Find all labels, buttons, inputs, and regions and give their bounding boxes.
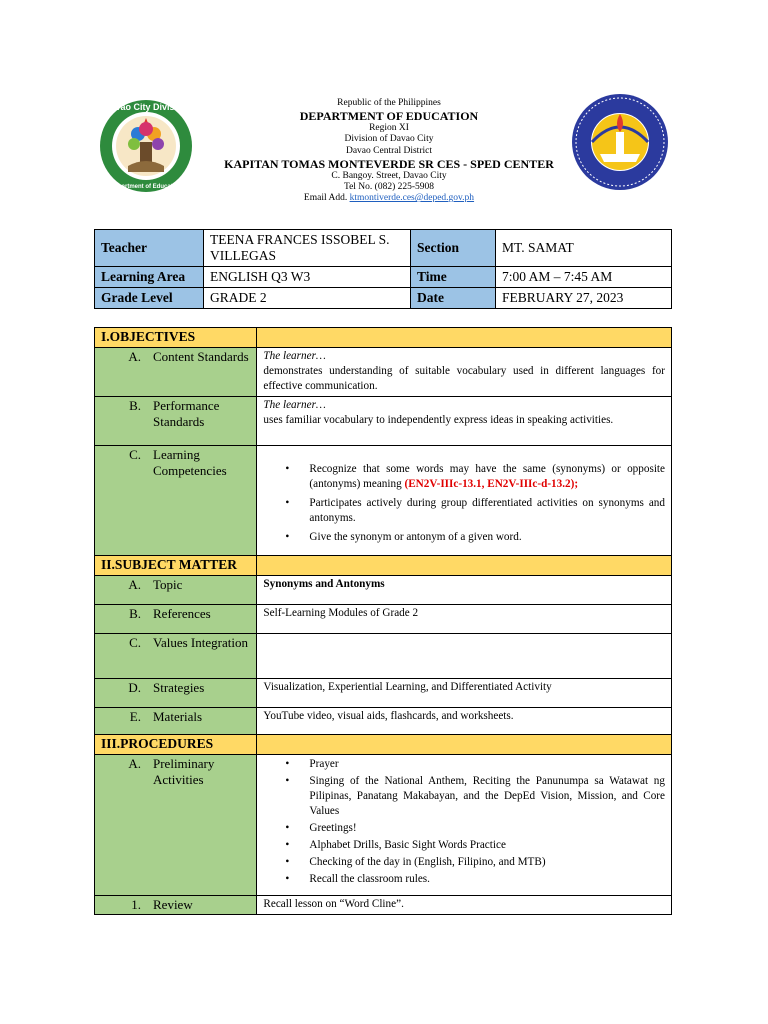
activity-text: Prayer	[309, 758, 339, 770]
date-value: FEBRUARY 27, 2023	[496, 288, 672, 309]
list-item	[263, 872, 665, 887]
learning-competencies-label: Learning Competencies	[153, 447, 227, 478]
activity-text: Greetings!	[309, 822, 357, 834]
procedures-heading: III.PROCEDURES	[95, 735, 257, 755]
bullet-icon: •	[285, 758, 290, 770]
topic-value: Synonyms and Antonyms	[257, 576, 672, 605]
preliminary-activities-cell	[95, 755, 257, 896]
competency-text: Give the synonym or antonym of a given word.	[309, 531, 522, 543]
section-header-blank	[257, 328, 672, 348]
section-header-row	[95, 556, 672, 576]
performance-standards-cell	[95, 397, 257, 446]
item-number: C.	[129, 635, 141, 650]
content-standards-value	[257, 348, 672, 397]
item-number: A.	[128, 349, 141, 364]
letterhead-header	[0, 0, 768, 215]
section-value: MT. SAMAT	[496, 230, 672, 267]
learner-lead: The learner…	[263, 399, 326, 411]
competency-text: Participates actively during group differentiated activities on synonyms and antonyms.	[309, 497, 665, 524]
list-item	[263, 462, 665, 492]
item-number: C.	[129, 447, 141, 462]
performance-standards-label: Performance Standards	[153, 398, 220, 429]
region-line: Region XI	[369, 123, 409, 134]
section-header-blank	[257, 735, 672, 755]
bullet-icon: •	[285, 873, 290, 885]
list-item	[263, 496, 665, 526]
tel-line: Tel No. (082) 225-5908	[343, 182, 435, 193]
preliminary-activities-label: Preliminary Activities	[153, 756, 215, 787]
grade-level-value: GRADE 2	[204, 288, 411, 309]
objectives-heading: I.OBJECTIVES	[95, 328, 257, 348]
table-row	[95, 348, 672, 397]
materials-label: Materials	[153, 709, 203, 724]
list-item	[263, 774, 665, 819]
table-row	[95, 605, 672, 634]
item-number: 1.	[131, 897, 141, 912]
references-label: References	[153, 606, 211, 621]
time-value: 7:00 AM – 7:45 AM	[496, 267, 672, 288]
department-line: DEPARTMENT OF EDUCATION	[299, 109, 479, 124]
performance-standards-value	[257, 397, 672, 446]
list-item	[263, 821, 665, 836]
activity-text: Singing of the National Anthem, Reciting the Panunumpa sa Watawat ng Pilipinas, Panatang Makabayan, and the DepEd Vision, Mission, and Core Values	[309, 775, 665, 817]
bullet-icon: •	[285, 839, 290, 851]
content-standards-text: demonstrates understanding of suitable vocabulary used in different languages for effective communication.	[263, 365, 665, 392]
grade-level-label: Grade Level	[95, 288, 204, 309]
school-seal-logo	[570, 92, 670, 192]
bullet-icon: •	[285, 463, 290, 475]
item-number: A.	[128, 756, 141, 771]
email-line	[200, 193, 578, 204]
section-label: Section	[411, 230, 496, 267]
references-cell	[95, 605, 257, 634]
competencies-list	[263, 462, 665, 545]
table-row	[95, 288, 672, 309]
performance-standards-text: uses familiar vocabulary to independently express ideas in speaking activities.	[263, 414, 614, 426]
left-logo-text: Davao City Division	[103, 102, 189, 112]
table-row	[95, 708, 672, 735]
email-link[interactable]: ktmontiverde.ces@deped.gov.ph	[349, 193, 475, 204]
bullet-icon: •	[285, 822, 290, 834]
division-line: Division of Davao City	[344, 134, 434, 145]
item-number: D.	[128, 680, 141, 695]
topic-cell	[95, 576, 257, 605]
list-item	[263, 757, 665, 772]
learner-lead: The learner…	[263, 350, 326, 362]
learning-area-label: Learning Area	[95, 267, 204, 288]
bullet-icon: •	[285, 497, 290, 509]
strategies-cell	[95, 679, 257, 708]
table-row	[95, 576, 672, 605]
bullet-icon: •	[285, 531, 290, 543]
item-number: B.	[129, 606, 141, 621]
learning-area-value: ENGLISH Q3 W3	[204, 267, 411, 288]
bullet-icon: •	[285, 775, 290, 787]
activity-text: Recall the classroom rules.	[309, 873, 430, 885]
review-value: Recall lesson on “Word Cline”.	[257, 896, 672, 915]
strategies-label: Strategies	[153, 680, 205, 695]
item-number: B.	[129, 398, 141, 413]
learning-competencies-value	[257, 446, 672, 556]
review-cell	[95, 896, 257, 915]
item-number: A.	[128, 577, 141, 592]
list-item	[263, 838, 665, 853]
values-integration-value	[257, 634, 672, 679]
republic-line: Republic of the Philippines	[337, 98, 441, 108]
table-row	[95, 755, 672, 896]
topic-label: Topic	[153, 577, 183, 592]
competency-text: Recognize that some words may have the same (synonyms) or opposite (antonyms) meaning	[309, 463, 665, 490]
section-header-blank	[257, 556, 672, 576]
street-line: C. Bangoy. Street, Davao City	[331, 170, 447, 181]
lesson-plan-table	[94, 327, 672, 915]
preliminary-list	[263, 757, 665, 887]
strategies-value: Visualization, Experiential Learning, and Differentiated Activity	[257, 679, 672, 708]
teacher-label: Teacher	[95, 230, 204, 267]
table-row	[95, 896, 672, 915]
bullet-icon: •	[285, 856, 290, 868]
section-header-row	[95, 735, 672, 755]
subject-matter-heading: II.SUBJECT MATTER	[95, 556, 257, 576]
learning-competencies-cell	[95, 446, 257, 556]
davao-city-division-logo	[98, 98, 194, 194]
email-label: Email Add.	[303, 193, 348, 204]
school-name: KAPITAN TOMAS MONTEVERDE SR CES - SPED CENTER	[224, 156, 554, 171]
left-logo-bottom-text: Department of Education	[110, 184, 182, 190]
teacher-value: TEENA FRANCES ISSOBEL S. VILLEGAS	[204, 230, 411, 267]
values-integration-label: Values Integration	[153, 635, 248, 650]
preliminary-activities-value	[257, 755, 672, 896]
values-integration-cell	[95, 634, 257, 679]
materials-value: YouTube video, visual aids, flashcards, and worksheets.	[257, 708, 672, 735]
teacher-info-table	[94, 229, 672, 309]
time-label: Time	[411, 267, 496, 288]
table-row	[95, 267, 672, 288]
activity-text: Alphabet Drills, Basic Sight Words Practice	[309, 839, 506, 851]
content-standards-cell	[95, 348, 257, 397]
item-number: E.	[129, 709, 141, 724]
section-header-row	[95, 328, 672, 348]
content-standards-label: Content Standards	[153, 349, 249, 364]
competency-code: (EN2V-IIIc-13.1, EN2V-IIIc-d-13.2);	[404, 478, 579, 490]
letterhead-text	[200, 98, 578, 204]
date-label: Date	[411, 288, 496, 309]
activity-text: Checking of the day in (English, Filipino, and MTB)	[309, 856, 546, 868]
table-row	[95, 397, 672, 446]
table-row	[95, 679, 672, 708]
list-item	[263, 855, 665, 870]
references-value: Self-Learning Modules of Grade 2	[257, 605, 672, 634]
district-line: Davao Central District	[345, 145, 432, 156]
table-row	[95, 446, 672, 556]
list-item	[263, 530, 665, 545]
review-label: Review	[153, 897, 193, 912]
table-row	[95, 634, 672, 679]
table-row	[95, 230, 672, 267]
materials-cell	[95, 708, 257, 735]
